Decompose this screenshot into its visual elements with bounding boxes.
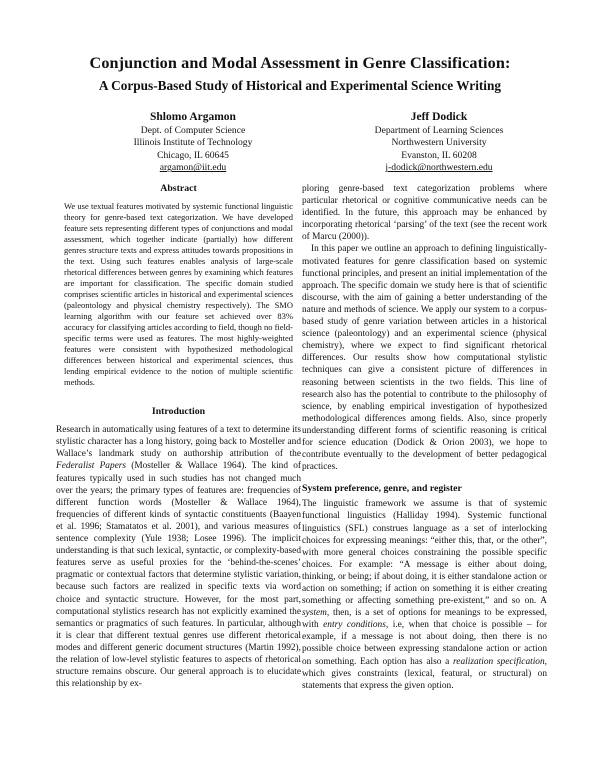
author-department: Dept. of Computer Science bbox=[140, 124, 246, 136]
introduction-heading: Introduction bbox=[151, 406, 206, 418]
author-department: Department of Learning Sciences bbox=[374, 124, 504, 136]
author-institution: Illinois Institute of Technology bbox=[133, 137, 253, 149]
author-block-1 bbox=[73, 111, 313, 175]
introduction-paragraph-1: Research in automatically using features of a text to determine its stylistic character has a long history, going back to Mosteller and Wallace’s landmark study on authorship attribution of the Federalist Papers (Mosteller & Wallace 1964). The kind of features typically used in such studies has not changed much over the years; the primary types of features are: frequencies of different function words (Mosteller & Wallace 1964), frequencies of different kinds of syntactic constituents (Baayen et al. 1996; Stamatatos et al. 2001), and various measures of sentence complexity (Yule 1938; Losee 1996). The implicit understanding is that such lexical, syntactic, or complexity-based features serve as useful proxies for the ‘behind-the-scenes’ pragmatic or contextual factors that determine stylistic variation, because such factors are realized in specific texts via word choice and syntactic structure. However, for the most part, computational stylistics research has not explicitly examined the semantics or pragmatics of such features. In particular, although it is clear that different textual genres use different rhetorical modes and different generic document structures (Martin 1992), the relation of low-level stylistic features to aspects of rhetorical structure remains obscure. Our general approach is to elucidate this relationship by ex- bbox=[56, 425, 301, 690]
author-block-2 bbox=[319, 111, 559, 175]
author-institution: Northwestern University bbox=[391, 137, 487, 149]
author-email[interactable]: argamon@iit.edu bbox=[159, 162, 227, 174]
introduction-paragraph-2: In this paper we outline an approach to defining linguistically-motivated features for genre classification based on systemic functional principles, and present an initial implementation of the approach. The specific domain we study here is that of scientific discourse, with the aim of gaining a better understanding of the nature and methods of science. We apply our system to a corpus-based study of genre variation between articles in a historical science (paleontology) and an experimental science (physical chemistry), where we expect to find significant rhetorical differences. Our results show how computational stylistic techniques can give a consistent picture of differences in reasoning between scientists in the two fields. This line of research also has the potential to contribute to the philosophy of science, by enabling empirical investigation of hypothesized methodological differences among fields. Also, since properly understanding different forms of scientific reasoning is critical for science education (Dodick & Orion 2003), we hope to contribute eventually to the development of better pedagogical practices. bbox=[302, 244, 547, 473]
author-email[interactable]: j-dodick@northwestern.edu bbox=[385, 162, 493, 174]
paper-subtitle: A Corpus-Based Study of Historical and Experimental Science Writing bbox=[98, 78, 502, 93]
author-city: Chicago, IL 60645 bbox=[157, 149, 229, 161]
system-section-heading: System preference, genre, and register bbox=[302, 483, 462, 495]
abstract-heading: Abstract bbox=[160, 183, 197, 194]
introduction-paragraph-1-continued: ploring genre-based text categorization problems where particular rhetorical or cognitive communicative needs can be identified. In the future, this approach may be enhanced by incorporating rhetorical ‘parsing’ of the text (see the recent work of Marcu (2000)). bbox=[302, 184, 547, 243]
cited-title: Federalist Papers bbox=[56, 461, 127, 472]
right-column bbox=[302, 183, 547, 692]
left-column bbox=[56, 183, 301, 690]
system-section-paragraph: The linguistic framework we assume is that of systemic functional linguistics (Halliday 1994). Systemic functional linguistics (SFL) construes language as a set of interlocking choices for expressing meanings: “either this, that, or the other”, with more general choices constraining the possible specific choices. For example: “A message is either about doing, thinking, or being; if about doing, it is either standalone action or action on something; if action on something it is either creating something or affecting something pre-existent,” and so on. A system, then, is a set of options for meanings to be expressed, with entry conditions, i.e, when that choice is possible – for example, if a message is not about doing, then there is no possible choice between expressing standalone action or action on something. Each option has also a realization specification, which gives constraints (lexical, featural, or structural) on statements that express the given option. bbox=[302, 499, 548, 691]
paper-title: Conjunction and Modal Assessment in Genre Classification: bbox=[89, 54, 511, 72]
abstract-text: We use textual features motivated by systemic functional linguistic theory for genre-based text categorization. We have developed feature sets representing different types of conjunctions and modal assessment, which together indicate (partially) how different genres structure texts and express attitudes towards propositions in the text. Using such features enables analysis of large-scale rhetorical differences between genres by examining which features are important for classification. The specific domain studied comprises scientific articles in historical and experimental sciences (paleontology and physical chemistry respectively). The SMO learning algorithm with our feature set achieved over 83% accuracy for classifying articles according to field, though no field-specific terms were used as features. The most highly-weighted features were consistent with hypothesized methodological differences between historical and experimental sciences, thus lending empirical evidence to the notion of multiple scientific methods. bbox=[64, 201, 293, 388]
section-spacer bbox=[56, 388, 301, 406]
author-name: Shlomo Argamon bbox=[150, 111, 236, 123]
author-name: Jeff Dodick bbox=[410, 111, 468, 123]
author-city: Evanston, IL 60208 bbox=[401, 149, 477, 161]
